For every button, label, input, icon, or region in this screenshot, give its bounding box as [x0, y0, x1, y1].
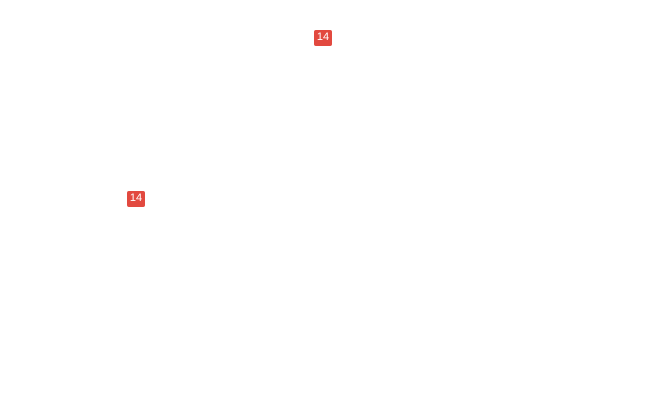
annotation-marker-2[interactable] [127, 191, 145, 207]
annotation-marker-1[interactable] [314, 30, 332, 46]
annotation-marker-label: 14 [316, 31, 330, 43]
annotation-marker-label: 14 [129, 192, 143, 204]
